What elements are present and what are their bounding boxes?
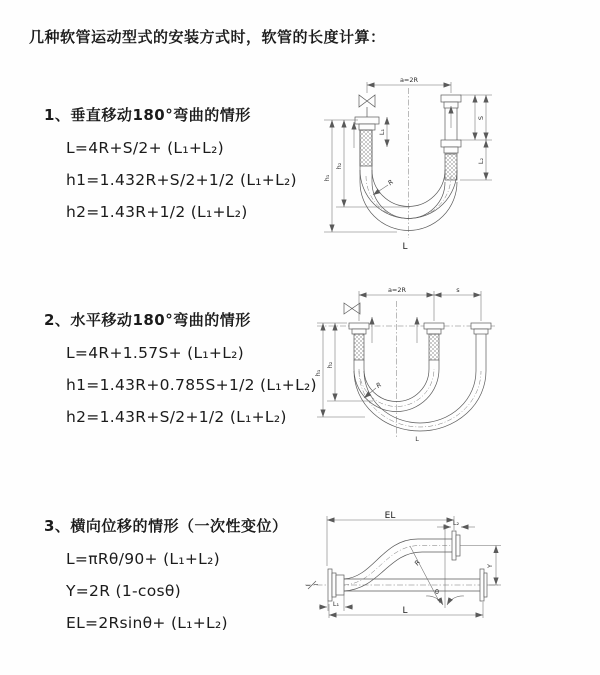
svg-text:L: L	[402, 606, 408, 616]
svg-text:θ: θ	[435, 588, 439, 596]
formula-line: EL=2Rsinθ+ (L₁+L₂)	[66, 614, 228, 632]
svg-text:R: R	[412, 558, 422, 568]
svg-text:EL: EL	[384, 511, 396, 521]
formula-line: Y=2R (1-cosθ)	[66, 582, 182, 600]
svg-text:h₁: h₁	[323, 174, 331, 182]
svg-text:R: R	[386, 177, 396, 187]
section-2-formulas	[66, 337, 317, 433]
formula-line: h1=1.43R+0.785S+1/2 (L₁+L₂)	[66, 376, 317, 394]
svg-text:h₂: h₂	[326, 361, 334, 369]
upper-flange	[456, 535, 460, 556]
dim-a2r	[367, 76, 451, 93]
length-label: L	[402, 242, 408, 252]
hose-u-curves	[354, 356, 486, 431]
valve-icon	[344, 303, 352, 314]
svg-text:S: S	[477, 115, 485, 121]
svg-text:L₂: L₂	[452, 519, 460, 527]
hose-displaced-position	[344, 531, 460, 591]
inline-flange	[480, 569, 484, 601]
svg-text:a=2R: a=2R	[387, 286, 407, 294]
section-1-heading: 1、垂直移动180°弯曲的情形	[44, 106, 251, 124]
inline-flange	[484, 573, 487, 597]
section-1-formulas	[66, 132, 297, 228]
left-flange-fitting	[355, 95, 379, 166]
middle-flange-fitting	[424, 323, 444, 360]
right-flange-fitting	[471, 323, 491, 356]
dim-el	[327, 511, 454, 566]
svg-text:a=2R: a=2R	[399, 76, 419, 84]
svg-text:L₁: L₁	[378, 128, 386, 136]
svg-text:L₂: L₂	[477, 157, 485, 165]
dim-l1	[378, 117, 387, 147]
dim-l1	[319, 595, 353, 611]
left-flange-fitting	[344, 303, 369, 360]
section-vertical-movement	[44, 104, 297, 228]
page-title: 几种软管运动型式的安装方式时，软管的长度计算：	[29, 28, 386, 46]
dim-a2r	[359, 286, 481, 321]
length-label: L	[415, 435, 419, 443]
formula-line: L=πRθ/90+ (L₁+L₂)	[66, 550, 220, 568]
formula-line: h2=1.43R+1/2 (L₁+L₂)	[66, 203, 248, 221]
braided-hose-section	[445, 154, 457, 180]
section-lateral-displacement	[44, 515, 287, 639]
section-horizontal-movement	[44, 309, 317, 433]
dim-h2	[326, 323, 373, 401]
dim-l	[329, 602, 483, 618]
svg-text:L₁: L₁	[332, 600, 340, 608]
dim-s	[434, 286, 481, 295]
formula-line: h2=1.43R+S/2+1/2 (L₁+L₂)	[66, 408, 287, 426]
svg-text:h₂: h₂	[335, 162, 343, 170]
braided-hose-section	[429, 334, 439, 360]
svg-text:R: R	[374, 380, 384, 390]
section-3-heading: 3、横向位移的情形（一次性变位）	[44, 517, 288, 535]
braided-hose-section	[360, 130, 372, 166]
braided-hose-section	[354, 334, 364, 360]
formula-line: L=4R+S/2+ (L₁+L₂)	[66, 139, 224, 157]
valve-icon	[359, 95, 367, 107]
section-2-heading: 2、水平移动180°弯曲的情形	[44, 311, 251, 329]
formula-line: L=4R+1.57S+ (L₁+L₂)	[66, 344, 244, 362]
svg-text:h₁: h₁	[314, 369, 322, 377]
svg-text:Y: Y	[486, 564, 494, 568]
dim-s	[460, 95, 492, 180]
diagram-vertical-180-bend	[310, 66, 510, 261]
dim-h2	[335, 120, 410, 207]
valve-icon	[367, 95, 375, 107]
formula-line: h1=1.432R+S/2+1/2 (L₁+L₂)	[66, 171, 297, 189]
diagram-horizontal-180-bend	[313, 281, 545, 469]
svg-text:s: s	[456, 286, 460, 294]
dim-l2	[477, 140, 486, 180]
upper-flange	[452, 531, 456, 560]
diagram-lateral-displacement	[298, 506, 513, 654]
section-3-formulas	[66, 543, 287, 639]
radius-callout	[373, 178, 395, 195]
left-flange-fitting	[328, 569, 344, 601]
